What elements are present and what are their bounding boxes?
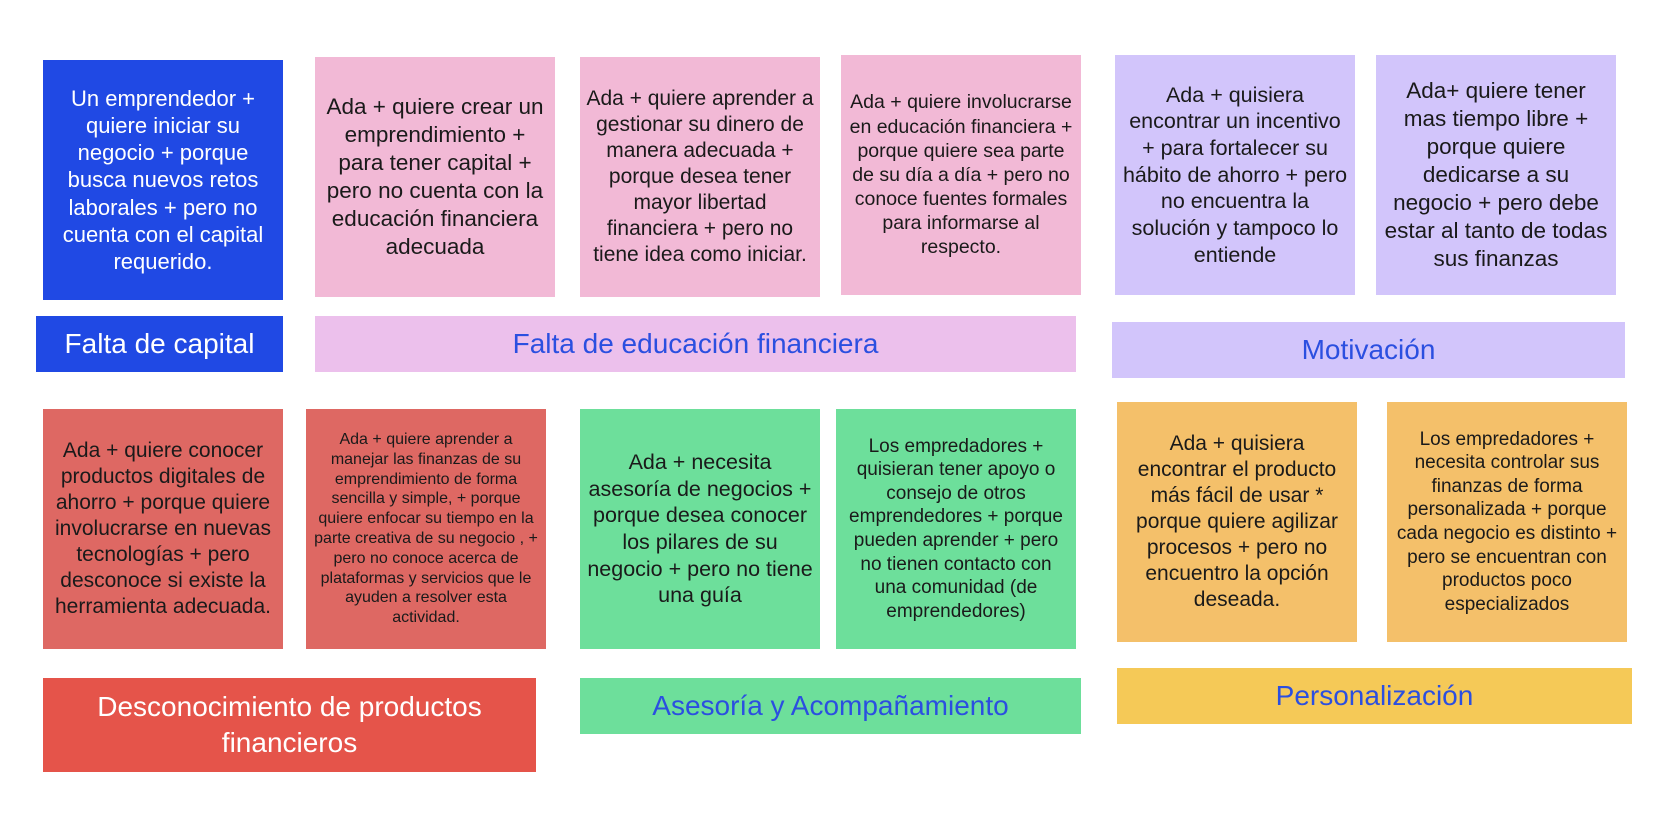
sticky-note-asesoria-1: Ada + necesita asesoría de negocios + porque desea conocer los pilares de su negocio + pero no tiene una guía <box>580 409 820 649</box>
category-label-asesoria-acompanamiento: Asesoría y Acompañamiento <box>580 678 1081 734</box>
category-label-motivacion: Motivación <box>1112 322 1625 378</box>
category-label-falta-capital: Falta de capital <box>36 316 283 372</box>
sticky-note-desconocimiento-2: Ada + quiere aprender a manejar las finanzas de su emprendimiento de forma sencilla y simple, + porque quiere enfocar su tiempo en la parte creativa de su negocio , + pero no conoce acerca de plataformas y servicios que le ayuden a resolver esta actividad. <box>306 409 546 649</box>
sticky-note-educacion-3: Ada + quiere involucrarse en educación financiera + porque quiere sea parte de su día a día + pero no conoce fuentes formales para informarse al respecto. <box>841 55 1081 295</box>
sticky-note-personalizacion-1: Ada + quisiera encontrar el producto más fácil de usar * porque quiere agilizar procesos + pero no encuentro la opción deseada. <box>1117 402 1357 642</box>
sticky-note-asesoria-2: Los empredadores + quisieran tener apoyo o consejo de otros emprendedores + porque pueden aprender + pero no tienen contacto con una comunidad (de emprendedores) <box>836 409 1076 649</box>
sticky-note-falta-capital: Un emprendedor + quiere iniciar su negocio + porque busca nuevos retos laborales + pero no cuenta con el capital requerido. <box>43 60 283 300</box>
category-label-educacion-financiera: Falta de educación financiera <box>315 316 1076 372</box>
sticky-note-personalizacion-2: Los empredadores + necesita controlar sus finanzas de forma personalizada + porque cada negocio es distinto + pero se encuentran con productos poco especializados <box>1387 402 1627 642</box>
category-label-personalizacion: Personalización <box>1117 668 1632 724</box>
sticky-note-motivacion-2: Ada+ quiere tener mas tiempo libre + porque quiere dedicarse a su negocio + pero debe estar al tanto de todas sus finanzas <box>1376 55 1616 295</box>
sticky-note-motivacion-1: Ada + quisiera encontrar un incentivo + para fortalecer su hábito de ahorro + pero no encuentra la solución y tampoco lo entiende <box>1115 55 1355 295</box>
sticky-note-educacion-1: Ada + quiere crear un emprendimiento + para tener capital + pero no cuenta con la educación financiera adecuada <box>315 57 555 297</box>
category-label-desconocimiento-productos: Desconocimiento de productos financieros <box>43 678 536 772</box>
sticky-note-educacion-2: Ada + quiere aprender a gestionar su dinero de manera adecuada + porque desea tener mayor libertad financiera + pero no tiene idea como iniciar. <box>580 57 820 297</box>
sticky-note-desconocimiento-1: Ada + quiere conocer productos digitales de ahorro + porque quiere involucrarse en nuevas tecnologías + pero desconoce si existe la herramienta adecuada. <box>43 409 283 649</box>
